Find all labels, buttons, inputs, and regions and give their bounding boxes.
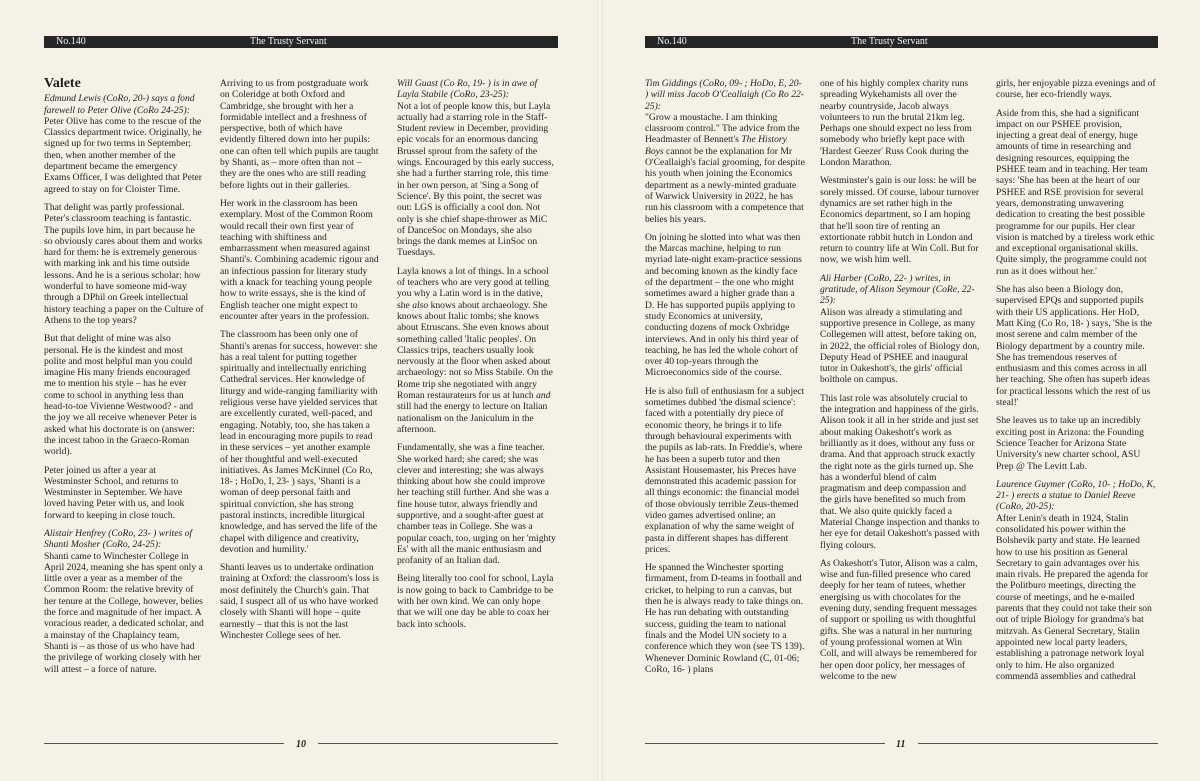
section-heading: Valete [44,78,81,91]
byline: Laurence Guymer (CoRo, 10- ; HoDo, K, 21- ) erects a statue to Daniel Reeve (CoRo, 20-25): [996,478,1156,513]
paragraph: Peter joined us after a year at Westminster School, and returns to Westminster in September. We have loved having Peter with us, and look forward to keeping in close touch. [44,464,185,521]
emphasis: The History Boys [645,134,787,157]
paragraph: Fundamentally, she was a fine teacher. She worked hard; she cared; she was clever and interesting; she was always thinking about how she could improve her teaching still further. And she was a fine house tutor, always friendly and supportive, and a sought-after guest at chamber teas in College. She was a popular coach, too, urging on her 'mighty Es' with all the manic enthusiasm and profanity of an Italian dad. [397,442,556,567]
paragraph: As Oakeshott's Tutor, Alison was a calm, wise and fun-filled presence who cared deeply for her team of tutees, whether energising us with chocolates for the evening duty, sending frequent messages of support or spoiling us with thoughtful gifts. She was a natural in her nurturing of young professional women at Win Coll, and will always be remembered for her open door policy, her messages of welcome to the new [820,557,978,682]
text-run: cannot be the explanation for Mr O'Ceallaigh's facial grooming, for despite his youth when joining the Economics department as a newly-minted graduate of Warwick University in 2022, he has run his classroom with a competence that belies his years. [645,145,805,225]
issue-number: No.140 [56,36,86,47]
paragraph: But that delight of mine was also personal. He is the kindest and most polite and most helpful man you could imagine His many friends encouraged me to mention his style – has he ever come to school in anything less than head-to-toe Vivienne Westwood? - and the joy we all receive whenever Peter is asked what his doctorate is on (answer: the incest taboo in the Graeco-Roman world). [44,333,197,458]
paragraph [397,266,557,435]
right-page [600,0,1200,781]
column-1 [44,78,204,718]
paragraph: He is also full of enthusiasm for a subject sometimes dubbed 'the dismal science': faced with a potentially dry piece of economic theory, he brings it to life through behavioural experiments with the pupils as lab-rats. In Freddie's, where he has been a superb tutor and then Assistant Housemaster, his Preces have demonstrated this academic passion for all things economic: the financial model of those obviously terrible Zeus-themed video games advertised online; an explanation of why the same weight of pasta in different shapes has different prices. [645,385,805,555]
footer-rule [645,743,885,744]
byline: Alistair Henfrey (CoRo, 23- ) writes of Shanti Mosher (CoRo, 24-25): [44,527,193,551]
byline: Edmund Lewis (CoRo, 20-) says a fond farewell to Peter Olive (CoRo 24-25): [44,93,195,116]
paragraph: That delight was partly professional. Peter's classroom teaching is fantastic. The pupils love him, in part because he so obviously cares about them and works hard for them: he is extremely generous with marking ink and his time outside lessons. And he is a serious scholar: how wonderful to have someone mid-way through a DPhil on Greek intellectual history teaching a paper on the Culture of Athens to the top years? [44,201,204,326]
paragraph: He spanned the Winchester sporting firmament, from D-teams in football and cricket, to helping to run a canvas, but then he is always ready to take things on. He has run debating with outstanding success, guiding the team to national finals and the Model UN society to a conference which they won (see TS 139). Whenever Dominic Rowland (C, 01-06; CoRo, 16- ) plans [645,562,805,675]
text-run: Layla knows a lot of things. In a school of teachers who are very good at telling you why a Latin word is in the dative, she [397,265,550,311]
paragraph: Her work in the classroom has been exemplary. Most of the Common Room would recall their own first year of teaching with shiftiness and embarrassment when measured against Shanti's. Combining academic rigour and an infectious passion for literary study with a knack for teaching young people how to write essays, she is the kind of English teacher one might expect to encounter after years in the profession. [220,197,379,322]
paragraph: Being literally too cool for school, Layla is now going to back to Cambridge to be with her own kind. We can only hope that we will one day be able to coax her back into schools. [397,573,554,630]
paragraph: This last role was absolutely crucial to the integration and happiness of the girls. Alison took it all in her stride and just set about making Oakeshott's work as brilliantly as it does, without any fuss or drama. And that approach struck exactly the right note as the girls turned up. She has a wonderful blend of calm pragmatism and deep compassion and the girls have benefited so much from that. We also quite quickly faced a Material Change inspection and thanks to her eye for detail Oakeshott's passed with flying colours. [820,392,980,551]
paragraph: Aside from this, she had a significant impact on our PSHEE provision, injecting a great deal of energy, huge amounts of time in researching and designing resources, equipping the PSHEE team and in teaching. Her team says: 'She has been at the heart of our PSHEE and RSE provision for several years, demonstrating unwavering dedication to creating the best possible programme for our pupils. Her clear vision is matched by a tireless work ethic and exceptional organisational skills. Quite simply, the programme could not run as it does without her.' [996,107,1155,277]
text-run: "Grow a moustache. I am thinking classroom control." The advice from the Headmaster of Bennett's [645,111,800,146]
byline: Will Guast (Co Ro, 19- ) is in awe of Layla Stabile (CoRo, 23-25): [397,78,538,101]
column-2 [220,78,380,718]
paragraph: She has also been a Biology don, supervised EPQs and supported pupils with their US applications. Her HoD, Matt King (Co Ro, 18- ) says, 'She is the most serene and calm member of the Biology department by a country mile. She has tremendous reserves of enthusiasm and this comes across in all her teaching. She often has superb ideas for practical lessons which the rest of us steal!' [996,284,1153,409]
footer-rule [44,743,284,744]
column-2 [820,78,980,718]
issue-number: No.140 [657,36,687,47]
column-3 [996,78,1156,718]
paragraph: girls, her enjoyable pizza evenings and of course, her eco-friendly ways. [996,78,1156,101]
column-1 [645,78,805,718]
page-number: 10 [296,739,306,750]
paragraph: Alison was already a stimulating and supportive presence in College, as many Collegemen will attest, before taking on, in 2022, the official roles of Biology don, Deputy Head of PSHEE and inaugural tutor in Oakeshott's, the girls' official bolthole on campus. [820,306,980,386]
paragraph: one of his highly complex charity runs spreading Wykehamists all over the nearby countryside, Jacob always volunteers to run the brutal 21km leg. Perhaps one should expect no less from somebody who briefly kept pace with 'Hardest Geezer' Russ Cook during the London Marathon. [820,78,972,169]
paragraph: The classroom has been only one of Shanti's arenas for success, however: she has a real talent for putting together spiritually and intellectually enriching Cathedral services. Her knowledge of liturgy and wide-ranging familiarity with religious verse have yielded services that are excellently curated, well-paced, and engaging. Notably, too, she has taken a lead in encouraging more pupils to read in these services – yet another example of her thoughtful and well-executed initiatives. As James McKinnel (Co Ro, 18- ; HoDo, I, 23- ) says, 'Shanti is a woman of deep personal faith and spiritual conviction, she has strong pastoral instincts, incredible liturgical knowledge, and has served the life of the chapel with diligence and creativity, devotion and humility.' [220,329,378,555]
paragraph: Shanti came to Winchester College in April 2024, meaning she has spent only a little over a year as a member of the Common Room: the relative brevity of her tenure at the College, however, belies the force and magnitude of her impact. A voracious reader, a dedicated scholar, and a mainstay of the Chaplaincy team, Shanti is – as those of us who have had the privilege of working closely with her will attest – a force of nature. [44,550,204,675]
magazine-title: The Trusty Servant [851,36,928,47]
footer-rule [318,743,558,744]
page-header [645,36,1158,48]
emphasis: and [536,390,551,402]
text-run: knows about archaeology. She knows about Italic tombs; she knows about Etruscans. She even knows about something called 'Italic peoples'. On Classics trips, teachers usually look nervously at the floor when asked about archaeology: not so Miss Stabile. On the Rome trip she negotiated with angry Roman restaurateurs for us at lunch [397,299,553,402]
paragraph [645,112,805,225]
text-run: still had the energy to lecture on Italian nationalism on the Janiculum in the afternoon. [397,401,548,435]
emphasis: also [412,299,429,311]
paragraph: On joining he slotted into what was then the Marcas machine, helping to run myriad late-night exam-practice sessions and becoming known as the kindly face of the department – the one who might sometimes award a higher grade than a D. He has supported pupils applying to study Economics at university, conducting dozens of mock Oxbridge interviews. And in only his third year of teaching, he has led the whole cohort of over 40 top-years through the Microeconomics side of the course. [645,231,802,379]
paragraph: Arriving to us from postgraduate work on Coleridge at both Oxford and Cambridge, she brought with her a formidable intellect and a freshness of perspective, both of which have evidently filtered down into her pupils: one can often tell which pupils are taught by Shanti, as – more often than not – they are the ones who are still reading before lights out in their galleries. [220,78,379,191]
paragraph: Peter Olive has come to the rescue of the Classics department twice. Originally, he signed up for two terms in September; then, when another member of the department became the emergency Exams Officer, I was delighted that Peter agreed to stay on for Cloister Time. [44,115,202,195]
column-3 [397,78,557,718]
paragraph: Westminster's gain is our loss: he will be sorely missed. Of course, labour turnover dynamics are set rather high in the Economics department, so I am hoping that he'll soon tire of renting an extortionate rabbit hutch in London and return to country life at Win Coll. But for now, we wish him well. [820,175,980,266]
footer-rule [918,743,1158,744]
magazine-title: The Trusty Servant [250,36,327,47]
page-header [44,36,558,48]
page-number: 11 [896,739,906,750]
paragraph: She leaves us to take up an incredibly exciting post in Arizona: the Founding Science Teacher for Arizona State University's new charter school, ASU Prep @ The Levitt Lab. [996,415,1144,472]
paragraph: Shanti leaves us to undertake ordination training at Oxford: the classroom's loss is most definitely the Church's gain. That said, I suspect all of us who have worked closely with Shanti will hope – quite earnestly – that this is not the last Winchester College sees of her. [220,562,379,641]
byline: Ali Harber (CoRo, 22- ) writes, in gratitude, of Alison Seymour (CoRe, 22-25): [820,272,975,307]
paragraph: After Lenin's death in 1924, Stalin consolidated his power within the Bolshevik party and state. He learned how to use his position as General Secretary to gain advantages over his main rivals. He prepared the agenda for the Politburo meetings, directing the course of meetings, and he e-mailed parents that they could not take their son out of triple Biology for grandma's bat mitzvah. As General Secretary, Stalin appointed new local party leaders, establishing a patronage network loyal only to him. He also organized commendā assemblies and cathedral [996,512,1152,682]
byline: Tim Giddings (CoRo, 09- ; HoDo, E, 20- ) will miss Jacob O'Ceallaigh (Co Ro 22-25): [645,78,805,112]
paragraph: Not a lot of people know this, but Layla actually had a starring role in the Staff-Student review in December, providing epic vocals for an enormous dancing Brussel sprout from the safety of the wings. Encouraged by this early success, she had a further starring role, this time in her own person, at 'Sing a Song of Science'. By this point, the secret was out: LGS is officially a cool don. Not only is she chief shape-thrower as MiC of DanceSoc on Mondays, she also brings the dank memes at LinSoc on Tuesdays. [397,100,554,259]
